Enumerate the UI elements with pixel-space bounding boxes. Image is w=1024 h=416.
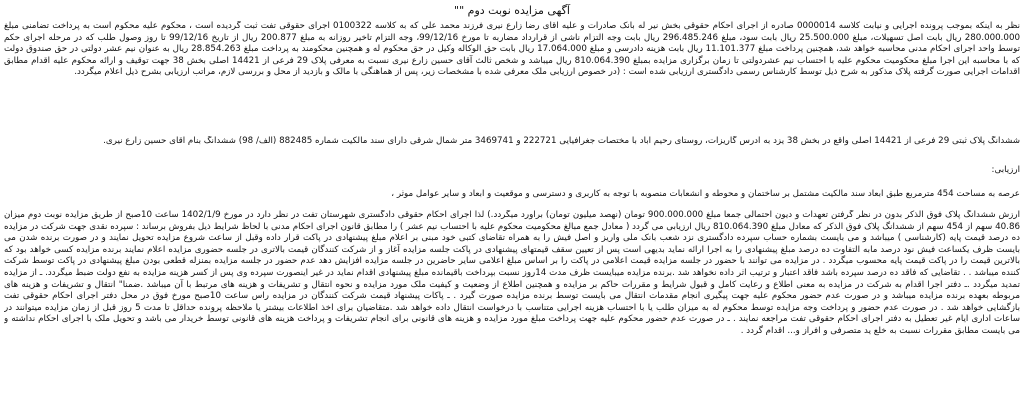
notice-paragraph-auction-terms: ارزش ششدانگ پلاک فوق الذکر بدون در نظر گرفتن تعهدات و دیون احتمالی جمعا مبلغ 900.000.000 تومان (نهصد میلیون تومان) براورد میگردد.) لذا اجرای احکام حقوقی دادگستری شهرستان تفت در نظر دارد در مورخ 1402/1/9 ساعت 10صبح از طریق مزایده نوبت دوم میزان 40.86 سهم از 454 سهم از ششدانگ پلاک فوق الذکر که معادل مبلغ 810.064.390 ریال ارزیابی می گردد ( معادل جمع مبالغ محکومیت محکوم علیه با احتساب نیم عشر ) را مطابق قانون اجرای احکام مدنی با لحاظ شرایط ذیل بفروش برساند : سپرده نقدی جهت شرکت در مزایده ده درصد قیمت پایه (کارشناسی ) میباشد و می بایست بشماره حساب سپرده دادگستری نزد شعب بانک ملی واریز و اصل فیش را به همراه تقاضای کتبی خود مبنی بر اعلام مبلغ پیشنهادی در پاکت قرار داده وقبل از ساعت شروع مزایده تحویل نمایند و در صورت برنده شدن می بایست ظرف یکساعت فیش نود درصد مابه التفاوت ده درصد مبلغ پیشنهادی را به اجرا ارائه نماید بدیهی است پس از تعیین سقف قیمتهای پیشنهادی در پاکت جلسه مزایده آغاز و از شرکت کنندگان قیمت بالاتری در جلسه حضوری مزایده اعلام نمایند برنده مزایده کسی خواهد بود که بالاترین قیمت را در پاکت قیمت پایه محسوب میگردد . در مزایده می توانند با حضور در جلسه مزایده قیمت اعلامی در پاکت را بر اساس مبلغ اعلامی سایر حاضرین در جلسه مزایده افزایش دهد عدم حضور در جلسه مزایده بمنزله قطعی بودن مبلغ پیشنهادی در پاکت توسط شرکت کننده میباشد . . تقاضایی که فاقد ده درصد سپرده باشد فاقد اعتبار و ترتیب اثر داده نخواهد شد .برنده مزایده میبایست ظرف مدت 14روز نسبت بپرداخت باقیمانده مبلغ پیشنهادی اقدام نماید در غیر اینصورت سپرده وی پس از کسر هزینه مزایده به نفع دولت ضبط میگردد. ـ از مزایده تمدید میگردد .ـ دفتر اجرا اقدام به شرکت در مزایده به معنی اطلاع و رعایت کامل و قبول شرایط و مقررات حاکم بر مزایده و همچنین اطلاع از وضعیت و کیفیت ملک مورد مزایده و نحوه انتقال و تشریفات و هزینه های مرتبط با آن میباشد .ضمنا" انتقال و تشریفات و هزینه های مربوطه بعهده برنده مزایده میباشد و در صورت عدم حضور محکوم علیه جهت پیگیری انجام مقدمات انتقال می بایست توسط برنده مزایده صورت گیرد . ـ پاکات پیشنهاد قیمت شرکت کنندگان در مزایده راس ساعت 10صبح مورخ فوق در محل دفتر اجرای احکام حقوقی تفت بازگشایی خواهد شد . در صورت عدم حضور و پرداخت وجه مزایده توسط محکوم له به میزان طلب یا با احتساب هزینه اجرایی متناسب با درخواست انتقال داده خواهد شد .متقاضیان برای اخذ اطلاعات بیشتر یا ملاحظه پرونده حداقل تا مدت 5 روز قبل از زمان مزایده میتوانند در ساعات اداری ایام غیر تعطیل به دفتر اجرای احکام حقوقی تفت مراجعه نمایند . ـ در صورت عدم حضور محکوم علیه جهت پرداخت مبلغ مورد مزایده و هزینه های قانونی برای انجام تشریفات و پرداخت هزینه های قانونی توسط خریدار می باشد و تحویل ملک با اجرای احکام نداشته و می بایست مطابق مقررات نسبت به خلع ید متصرفی و افراز و... اقدام گردد .	[4, 210, 1020, 336]
notice-heading-appraisal: ارزیابی:	[991, 165, 1020, 175]
notice-paragraph-property: ششدانگ پلاک ثبتی 29 فرعی از 14421 اصلی واقع در بخش 38 یزد به آدرس گاریزات، روستای رحیم آباد با مختصات جغرافیایی 222721 و 3469741 متر شمال شرقی دارای سند مالکیت شماره 882485 (الف/ 98) ششدانگ بنام آقای حسین زارع نیری.	[103, 136, 1020, 146]
notice-paragraph-case: نظر به اینکه بموجب پرونده اجرایی و نیابت کلاسه 0000014 صادره از اجرای احکام حقوقی بخش نیر له بانک صادرات و علیه آقای رضا زارع نیری فرزند محمد علی که به کلاسه 0100322 اجرای حقوقی تفت ثبت گردیده است ، محکوم علیه محکوم است به پرداخت تضامنی مبلغ 280.000.000 ریال بابت اصل تسهیلات، مبلغ 25.500.000 ریال بابت سود، مبلغ 296.485.246 ریال بابت وجه التزام ناشی از قرارداد مضاربه تا مورخ 99/12/16، وجه التزام تاخیر روزانه به مبلغ 200.877 ریال از تاریخ 99/12/16 تا روز وصول طلب که در مرحله اجرای حکم توسط واحد اجرای احکام مدنی محاسبه خواهد شد، همچنین پرداخت مبلغ 11.101.377 ریال بابت هزینه دادرسی و مبلغ 17.064.000 ریال بابت حق الوکاله وکیل در حق محکوم له و همچنین محکومند به پرداخت مبلغ 28.854.263 ریال به عنوان نیم عشر دولتی در حق صندوق دولت که با محاسبه این اجرا مبلغ محکومیت محکوم علیه با احتساب نیم عشردولتی تا زمان برگزاری مزایده بمبلغ 810.064.390 ریال میباشد و شخص ثالث آقای حسین زارع نیری نسبت به معرفی پلاک 29 فرعی از 14421 اصلی بخش 38 جهت توقیف و ارائه محکوم علیه اقدام مطابق اقدامات اجرایی صورت گرفته پلاک مذکور به شرح ذیل توسط کارشناس رسمی دادگستری ارزیابی شده است : (در خصوص ارزیابی ملک معرفی شده با مشخصات زیر، پس از هماهنگی با مالک و بازدید از محل و بررسی لازم، مراتب ارزیابی بشرح ذیل اعلام میگردد.	[4, 21, 1020, 78]
notice-paragraph-area: عرصه به مساحت 454 مترمربع طبق ابعاد سند مالکیت مشتمل بر ساختمان و محوطه و انشعابات منصوبه با توجه به کاربری و دسترسی و موقعیت و ابعاد و سایر عوامل موثر ،	[391, 189, 1020, 199]
notice-title: آگهی مزایده نوبت دوم ""	[454, 4, 570, 17]
